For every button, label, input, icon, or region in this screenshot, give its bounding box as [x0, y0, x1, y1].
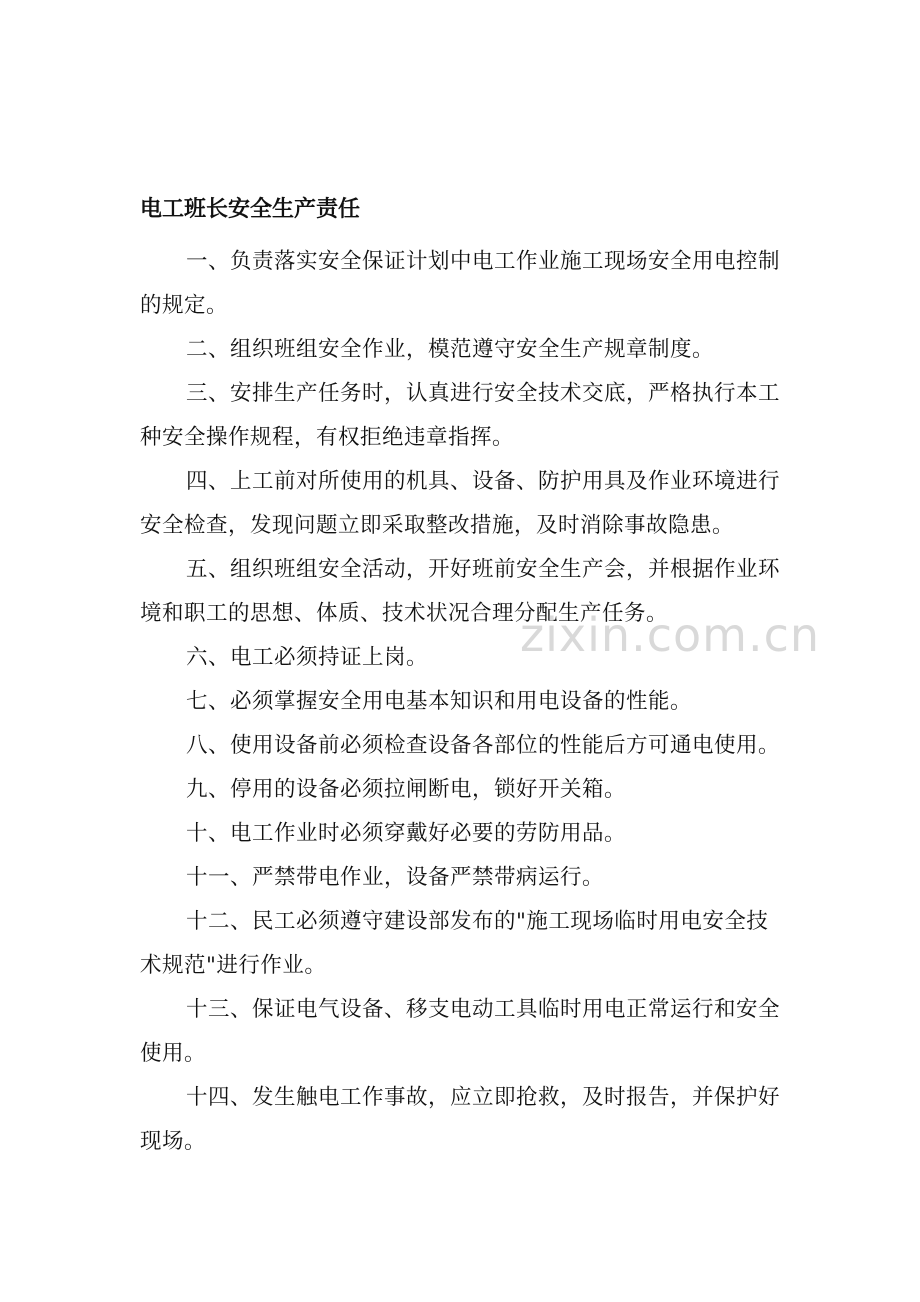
watermark-text: zixin.com.cn	[520, 608, 821, 662]
paragraph-10: 十、电工作业时必须穿戴好必要的劳防用品。	[186, 821, 627, 846]
paragraph-8: 八、使用设备前必须检查设备各部位的性能后方可通电使用。	[186, 733, 781, 758]
paragraph-14: 十四、发生触电工作事故，应立即抢救，及时报告，并保护好现场。	[140, 1085, 781, 1154]
document-title: 电工班长安全生产责任	[140, 197, 361, 222]
paragraph-7: 七、必须掌握安全用电基本知识和用电设备的性能。	[186, 689, 693, 714]
paragraph-5: 五、组织班组安全活动，开好班前安全生产会，并根据作业环境和职工的思想、体质、技术状况合理分配生产任务。	[140, 557, 781, 626]
paragraph-1: 一、负责落实安全保证计划中电工作业施工现场安全用电控制的规定。	[140, 249, 781, 318]
paragraph-4: 四、上工前对所使用的机具、设备、防护用具及作业环境进行安全检查，发现问题立即采取整改措施，及时消除事故隐患。	[140, 469, 781, 538]
paragraph-6: 六、电工必须持证上岗。	[186, 645, 429, 670]
paragraph-2: 二、组织班组安全作业，模范遵守安全生产规章制度。	[186, 337, 715, 362]
paragraph-13: 十三、保证电气设备、移支电动工具临时用电正常运行和安全使用。	[140, 997, 781, 1066]
document-body	[140, 192, 790, 1164]
paragraph-12: 十二、民工必须遵守建设部发布的"施工现场临时用电安全技术规范"进行作业。	[140, 909, 769, 978]
paragraph-11: 十一、严禁带电作业，设备严禁带病运行。	[186, 865, 605, 890]
paragraph-9: 九、停用的设备必须拉闸断电，锁好开关箱。	[186, 777, 627, 802]
paragraph-3: 三、安排生产任务时，认真进行安全技术交底，严格执行本工种安全操作规程，有权拒绝违章指挥。	[140, 381, 781, 450]
